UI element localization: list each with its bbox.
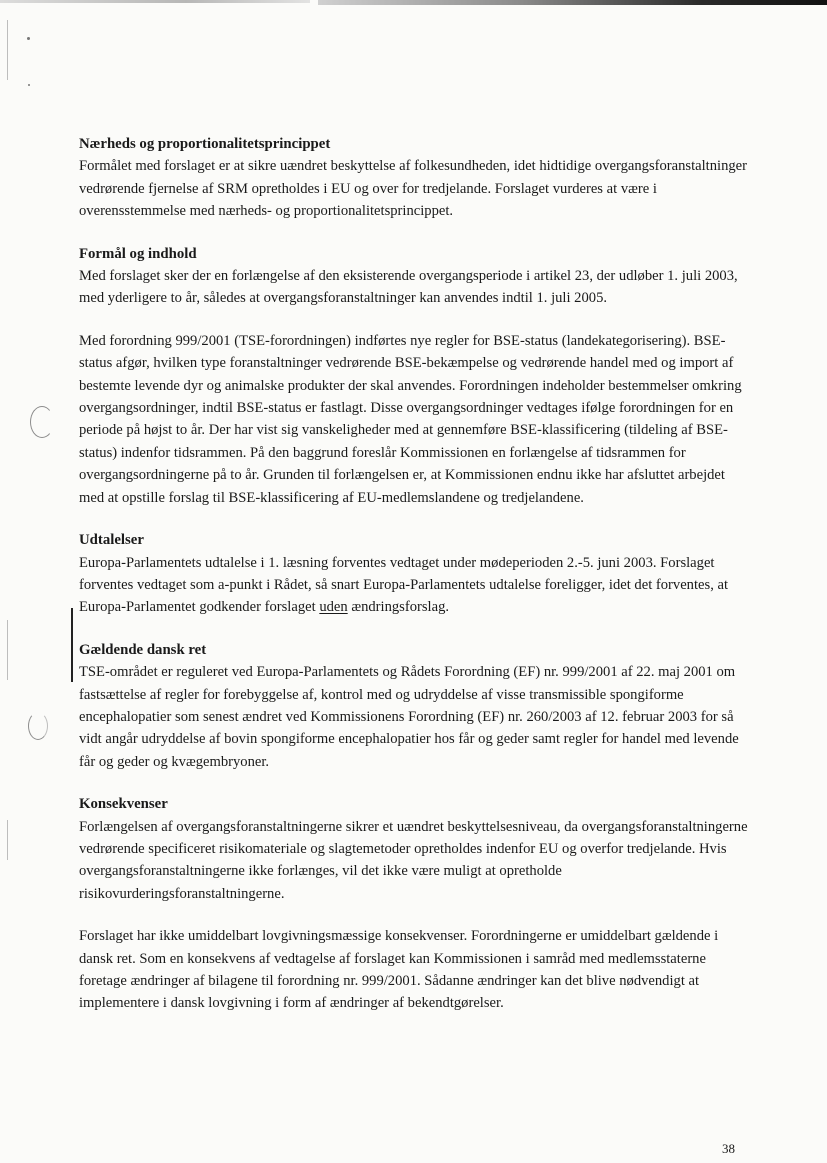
punch-hole-mark (28, 712, 48, 740)
section-paragraph: Med forslaget sker der en forlængelse af den eksisterende overgangsperiode i artikel 23, der udløber 1. juli 2003, med yderligere to år, således at overgangsforanstaltninger kan anvendes indtil 1. juli 2005. (79, 268, 738, 307)
section-udtalelser (79, 529, 749, 619)
section-paragraph: Med forordning 999/2001 (TSE-forordningen) indførtes nye regler for BSE-status (landekategorisering). BSE-status afgør, hvilken type foranstaltninger vedrørende BSE-bekæmpelse og vedrørende handel med og import af bestemte levende dyr og animalske produkter der skal anvendes. Forordningen indeholder bestemmelser omkring overgangsordninger, indtil BSE-status er fastlagt. Disse overgangsordninger vedtages ifølge forordningen for en periode på højst to år. Der har vist sig vanskeligheder med at gennemføre BSE-klassificering (tildeling af BSE-status) indenfor tidsrammen. På den baggrund foreslår Kommissionen en forlængelse af tidsrammen for overgangsordningerne på to år. Grunden til forlængelsen er, at Kommissionen endnu ikke har afsluttet arbejdet med at opstille forslag til BSE-klassificering af EU-medlemslandene og tredjelandene. (79, 332, 742, 506)
section-gaeldende-ret (79, 639, 749, 773)
section-paragraph: Formålet med forslaget er at sikre uændret beskyttelse af folkesundheden, idet hidtidige overgangsforanstaltninger vedrørende fjernelse af SRM opretholdes i EU og over for tredjelande. Forslaget vurderes at være i overensstemmelse med nærheds- og proportionalitetsprincippet. (79, 158, 748, 220)
underlined-word: uden (319, 599, 348, 616)
section-formaal (79, 243, 749, 509)
revision-bar (71, 608, 73, 682)
scan-edge-left (0, 0, 310, 3)
scan-left-line (7, 820, 8, 860)
document-body (79, 133, 749, 1035)
section-naerheds (79, 133, 749, 223)
section-konsekvenser (79, 793, 749, 1015)
section-heading: Formål og indhold (79, 245, 197, 262)
scan-edge-right (318, 0, 827, 5)
section-heading: Udtalelser (79, 532, 144, 549)
section-paragraph: Forslaget har ikke umiddelbart lovgivningsmæssige konsekvenser. Forordningerne er umiddelbart gældende i dansk ret. Som en konsekvens af vedtagelse af forslaget kan Kommissionen i samråd med medlemsstaterne foretage ændringer af bilagene til forordning nr. 999/2001. Sådanne ændringer kan det blive nødvendigt at implementere i dansk lovgivning i form af ændringer af bekendtgørelser. (79, 928, 719, 1012)
section-heading: Konsekvenser (79, 796, 168, 813)
punch-hole-mark (30, 406, 54, 438)
scan-left-line (7, 20, 8, 80)
paragraph-text: ændringsforslag. (347, 599, 450, 616)
section-paragraph: TSE-området er reguleret ved Europa-Parlamentets og Rådets Forordning (EF) nr. 999/2001 af 22. maj 2001 om fastsættelse af regler for forebyggelse af, kontrol med og udryddelse af visse transmissible spongiforme encephalopatier som senest ændret ved Kommissionens Forordning (EF) nr. 260/2003 af 12. februar 2003 for så vidt angår udryddelse af bovin spongiforme encephalopatier hos får og geder samt regler for handel med levende får og geder og kvægembryoner. (79, 664, 739, 770)
section-paragraph: Forlængelsen af overgangsforanstaltningerne sikrer et uændret beskyttelsesniveau, da overgangsforanstaltningerne vedrørende specificeret risikomateriale og slagtemetoder opretholdes indenfor EU og overfor tredjelande. Hvis overgangsforanstaltningerne ikke forlænges, vil det ikke være muligt at opretholde risikovurderingsforanstaltningerne. (79, 818, 748, 902)
page-number: 38 (722, 1141, 735, 1156)
scan-speck (28, 84, 30, 86)
section-heading: Gældende dansk ret (79, 641, 207, 658)
section-paragraph (79, 552, 749, 619)
paragraph-text: Europa-Parlamentets udtalelse i 1. læsning forventes vedtaget under mødeperioden 2.-5. juni 2003. Forslaget forventes vedtaget som a-punkt i Rådet, så snart Europa-Parlamentets udtalelse foreligger, idet det forventes, at Europa-Parlamentet godkender forslaget (79, 554, 729, 616)
scan-speck (27, 37, 30, 40)
scan-left-line (7, 620, 8, 680)
section-heading: Nærheds og proportionalitetsprincippet (79, 136, 331, 152)
